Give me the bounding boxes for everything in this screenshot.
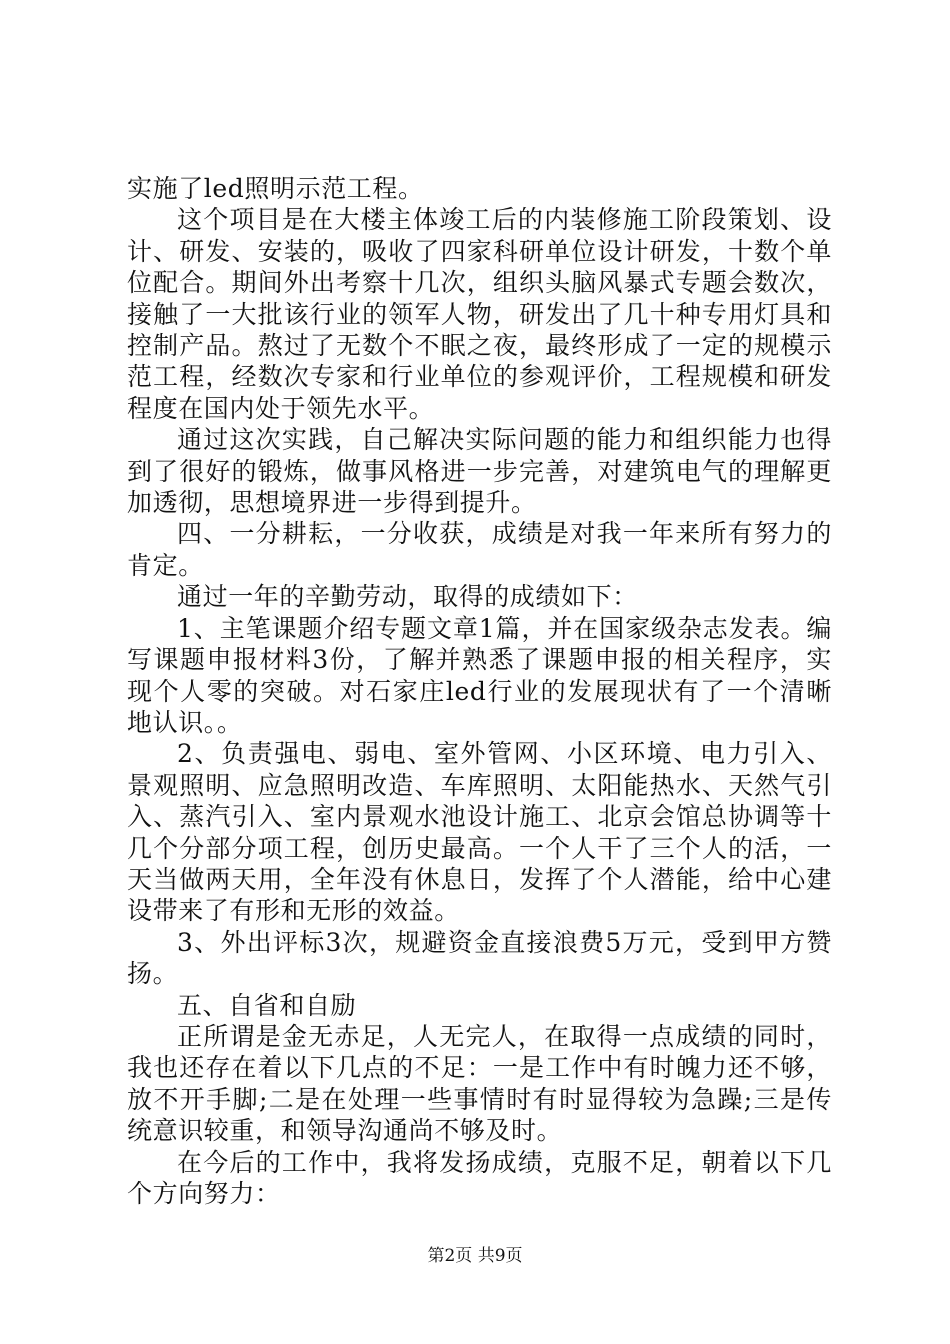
paragraph-practice: 通过这次实践，自己解决实际问题的能力和组织能力也得到了很好的锻炼，做事风格进一步完善，对建筑电气的理解更加透彻，思想境界进一步得到提升。 xyxy=(127,425,832,518)
list-item-achievement-2: 2、负责强电、弱电、室外管网、小区环境、电力引入、景观照明、应急照明改造、车库照明、太阳能热水、天然气引入、蒸汽引入、室内景观水池设计施工、北京会馆总协调等十几个分部分项工程，创历史最高。一个人干了三个人的活，一天当做两天用，全年没有休息日，发挥了个人潜能，给中心建设带来了有形和无形的效益。 xyxy=(127,739,832,926)
paragraph-future-work: 在今后的工作中，我将发扬成绩，克服不足，朝着以下几个方向努力： xyxy=(127,1147,832,1208)
paragraph-continuation: 实施了led照明示范工程。 xyxy=(127,174,424,203)
document-body xyxy=(127,173,832,1209)
paragraph-achievements-intro: 通过一年的辛勤劳动，取得的成绩如下： xyxy=(177,582,638,612)
list-item-achievement-1: 1、主笔课题介绍专题文章1篇，并在国家级杂志发表。编写课题申报材料3份，了解并熟悉了课题申报的相关程序，实现个人零的突破。对石家庄led行业的发展现状有了一个清晰地认识。。 xyxy=(127,613,832,737)
page-footer: 第2页 共9页 xyxy=(427,1246,523,1266)
paragraph-led-project: 这个项目是在大楼主体竣工后的内装修施工阶段策划、设计、研发、安装的，吸收了四家科研单位设计研发，十数个单位配合。期间外出考察十几次，组织头脑风暴式专题会数次，接触了一大批该行业的领军人物，研发出了几十种专用灯具和控制产品。熬过了无数个不眠之夜，最终形成了一定的规模示范工程，经数次专家和行业单位的参观评价，工程规模和研发程度在国内处于领先水平。 xyxy=(127,205,832,423)
list-item-achievement-3: 3、外出评标3次，规避资金直接浪费5万元，受到甲方赞扬。 xyxy=(127,927,832,989)
paragraph-shortcomings: 正所谓是金无赤足，人无完人，在取得一点成绩的同时，我也还存在着以下几点的不足：一是工作中有时魄力还不够，放不开手脚;二是在处理一些事情时有时显得较为急躁;三是传统意识较重，和领导沟通尚不够及时。 xyxy=(127,1021,832,1146)
section-heading-four: 四、一分耕耘，一分收获，成绩是对我一年来所有努力的肯定。 xyxy=(127,519,832,580)
section-heading-five: 五、自省和自励 xyxy=(177,990,357,1020)
